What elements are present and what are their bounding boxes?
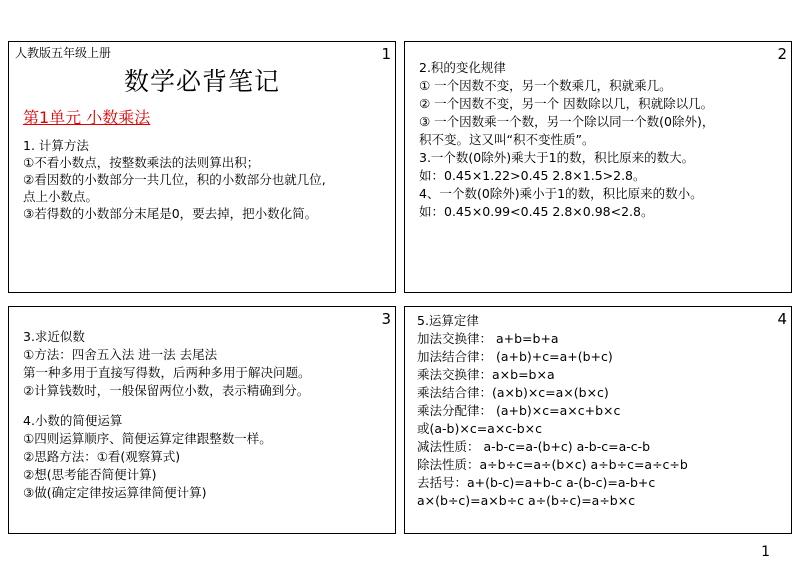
text-line: 4、一个数(0除外)乘小于1的数，积比原来的数小。	[419, 186, 703, 201]
text-line: 点上小数点。	[23, 189, 99, 204]
page-title: 数学必背笔记	[123, 67, 280, 96]
text-line: 1. 计算方法	[23, 138, 89, 153]
text-line: 4.小数的简便运算	[23, 413, 123, 428]
text-line: 2.积的变化规律	[419, 60, 506, 75]
panel-number: 3	[381, 310, 391, 328]
page-number: 1	[761, 544, 770, 560]
text-line: ③若得数的小数部分末尾是0，要去掉，把小数化简。	[23, 206, 318, 221]
text-line: 去括号：a+(b-c)=a+b-c a-(b-c)=a-b+c	[417, 475, 656, 490]
text-line: ② 一个因数不变，另一个 因数除以几，积就除以几。	[419, 96, 714, 111]
text-line: 第一种多用于直接写得数，后两种多用于解决问题。	[23, 365, 311, 380]
text-line: 5.运算定律	[417, 313, 479, 328]
slide-panel-2	[404, 41, 792, 293]
text-line: 或(a-b)×c=a×c-b×c	[417, 421, 542, 436]
text-line: 乘法交换律：a×b=b×a	[417, 367, 555, 382]
text-line: 加法结合律： (a+b)+c=a+(b+c)	[417, 349, 613, 364]
panel-number: 1	[381, 45, 391, 63]
text-line: a×(b÷c)=a×b÷c a÷(b÷c)=a÷b×c	[417, 493, 636, 508]
text-line: ②看因数的小数部分一共几位，积的小数部分也就几位,	[23, 172, 326, 187]
text-line: ③做(确定定律按运算律简便计算)	[23, 485, 207, 500]
text-line: ① 一个因数不变，另一个数乘几，积就乘几。	[419, 78, 672, 93]
text-line: ①方法：四舍五入法 进一法 去尾法	[23, 347, 218, 362]
text-line: 除法性质：a÷b÷c=a÷(b×c) a÷b÷c=a÷c÷b	[417, 457, 688, 472]
text-line: 如：0.45×0.99<0.45 2.8×0.98<2.8。	[419, 204, 654, 219]
unit-heading: 第1单元 小数乘法	[23, 108, 151, 127]
text-line: 3.求近似数	[23, 329, 85, 344]
text-line: 如：0.45×1.22>0.45 2.8×1.5>2.8。	[419, 168, 646, 183]
text-line: 3.一个数(0除外)乘大于1的数，积比原来的数大。	[419, 150, 695, 165]
text-line: 乘法分配律： (a+b)×c=a×c+b×c	[417, 403, 621, 418]
text-line: 加法交换律： a+b=b+a	[417, 331, 559, 346]
textbook-tag: 人教版五年级上册	[15, 46, 112, 60]
text-line: 减法性质： a-b-c=a-(b+c) a-b-c=a-c-b	[417, 439, 651, 454]
text-line: 积不变。这又叫“积不变性质”。	[419, 132, 595, 147]
panel-number: 4	[777, 310, 787, 328]
text-line: ②想(思考能否简便计算)	[23, 467, 157, 482]
slide-panel-4	[404, 306, 792, 534]
text-line: ①四则运算顺序、简便运算定律跟整数一样。	[23, 431, 272, 446]
text-line: ②计算钱数时，一般保留两位小数，表示精确到分。	[23, 383, 310, 398]
text-line: ①不看小数点，按整数乘法的法则算出积；	[23, 155, 260, 170]
slide-panel-1	[8, 41, 396, 293]
slide-panel-3	[8, 306, 396, 534]
text-line: ③ 一个因数乘一个数，另一个除以同一个数(0除外)，	[419, 114, 715, 129]
text-line: ②思路方法：①看(观察算式)	[23, 449, 181, 464]
panel-number: 2	[777, 45, 787, 63]
text-line: 乘法结合律：(a×b)×c=a×(b×c)	[417, 385, 609, 400]
